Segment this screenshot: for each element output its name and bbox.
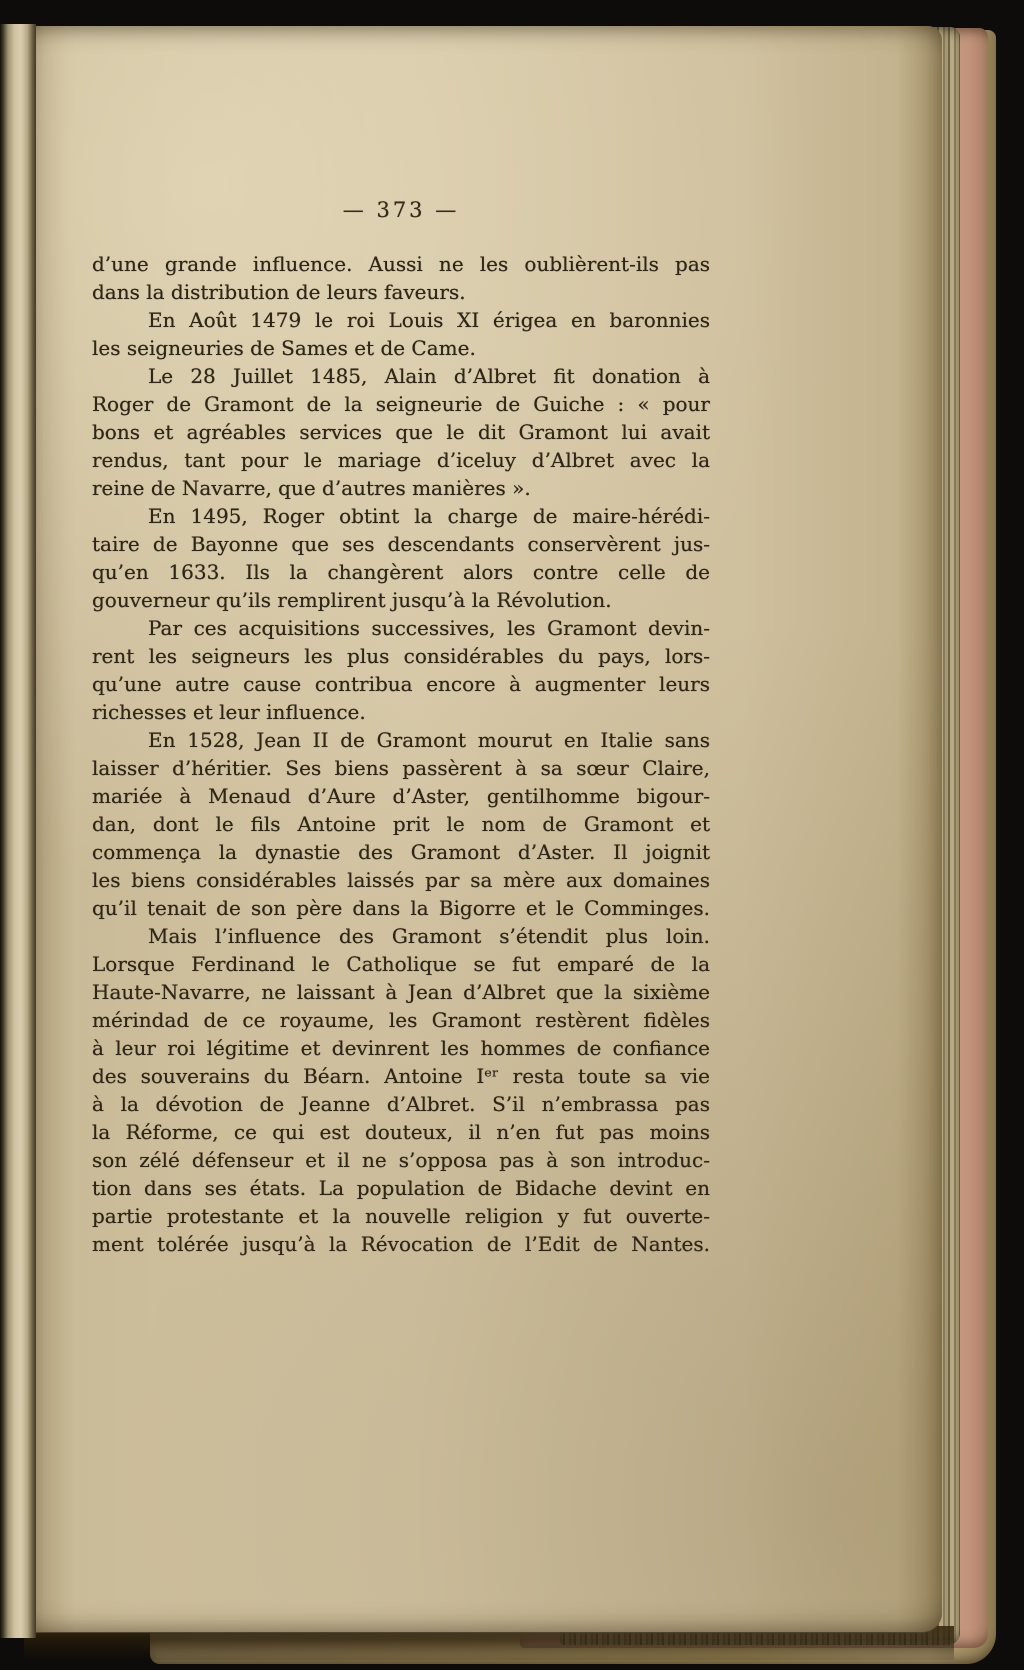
text-line: dans la distribution de leurs faveurs. xyxy=(92,280,466,304)
text-line: commença la dynastie des Gramont d’Aster. Il joignit xyxy=(92,840,710,864)
paragraph xyxy=(92,250,710,306)
text-line: qu’une autre cause contribua encore à augmenter leurs xyxy=(92,672,710,696)
text-line: la Réforme, ce qui est douteux, il n’en fut pas moins xyxy=(92,1120,710,1144)
text-line: Mais l’influence des Gramont s’étendit plus loin. xyxy=(148,924,710,948)
text-line: les biens considérables laissés par sa mère aux domaines xyxy=(92,868,710,892)
paragraph xyxy=(92,726,710,922)
text-line: En 1528, Jean II de Gramont mourut en Italie sans xyxy=(148,728,710,752)
book-page xyxy=(30,26,942,1633)
gutter-fold xyxy=(0,24,36,1638)
text-line: bons et agréables services que le dit Gramont lui avait xyxy=(92,420,710,444)
body-text xyxy=(92,250,710,1258)
text-line: Lorsque Ferdinand le Catholique se fut emparé de la xyxy=(92,952,710,976)
text-line: reine de Navarre, que d’autres manières ». xyxy=(92,476,531,500)
text-line: laisser d’héritier. Ses biens passèrent à sa sœur Claire, xyxy=(92,756,710,780)
text-line: qu’il tenait de son père dans la Bigorre et le Comminges. xyxy=(92,896,710,920)
page-number: — 373 — xyxy=(342,198,460,222)
text-line: à la dévotion de Jeanne d’Albret. S’il n’embrassa pas xyxy=(92,1092,710,1116)
text-line: mérindad de ce royaume, les Gramont restèrent fidèles xyxy=(92,1008,710,1032)
text-line: Par ces acquisitions successives, les Gramont devin- xyxy=(148,616,710,640)
text-line: rent les seigneurs les plus considérables du pays, lors- xyxy=(92,644,710,668)
text-line: Le 28 Juillet 1485, Alain d’Albret fit donation à xyxy=(148,364,710,388)
text-line: d’une grande influence. Aussi ne les oublièrent-ils pas xyxy=(92,252,710,276)
text-line: mariée à Menaud d’Aure d’Aster, gentilhomme bigour- xyxy=(92,784,710,808)
text-line: Roger de Gramont de la seigneurie de Guiche : « pour xyxy=(92,392,710,416)
text-line: gouverneur qu’ils remplirent jusqu’à la Révolution. xyxy=(92,588,612,612)
text-line: son zélé défenseur et il ne s’opposa pas à son introduc- xyxy=(92,1148,710,1172)
text-line: En 1495, Roger obtint la charge de maire-hérédi- xyxy=(148,504,710,528)
paragraph xyxy=(92,306,710,362)
text-line: tion dans ses états. La population de Bidache devint en xyxy=(92,1176,710,1200)
paragraph xyxy=(92,922,710,1258)
text-line: dan, dont le fils Antoine prit le nom de Gramont et xyxy=(92,812,710,836)
paragraph xyxy=(92,502,710,614)
text-line: à leur roi légitime et devinrent les hommes de confiance xyxy=(92,1036,710,1060)
text-line: des souverains du Béarn. Antoine Iᵉʳ resta toute sa vie xyxy=(92,1064,710,1088)
text-line: En Août 1479 le roi Louis XI érigea en baronnies xyxy=(148,308,710,332)
text-line: rendus, tant pour le mariage d’iceluy d’Albret avec la xyxy=(92,448,710,472)
text-line: les seigneuries de Sames et de Came. xyxy=(92,336,476,360)
paragraph xyxy=(92,362,710,502)
text-line: taire de Bayonne que ses descendants conservèrent jus- xyxy=(92,532,710,556)
paragraph xyxy=(92,614,710,726)
text-line: qu’en 1633. Ils la changèrent alors contre celle de xyxy=(92,560,710,584)
text-line: Haute-Navarre, ne laissant à Jean d’Albret que la sixième xyxy=(92,980,710,1004)
print-area xyxy=(92,26,710,1632)
text-line: richesses et leur influence. xyxy=(92,700,366,724)
text-line: ment tolérée jusqu’à la Révocation de l’Edit de Nantes. xyxy=(92,1232,710,1256)
text-line: partie protestante et la nouvelle religion y fut ouverte- xyxy=(92,1204,710,1228)
